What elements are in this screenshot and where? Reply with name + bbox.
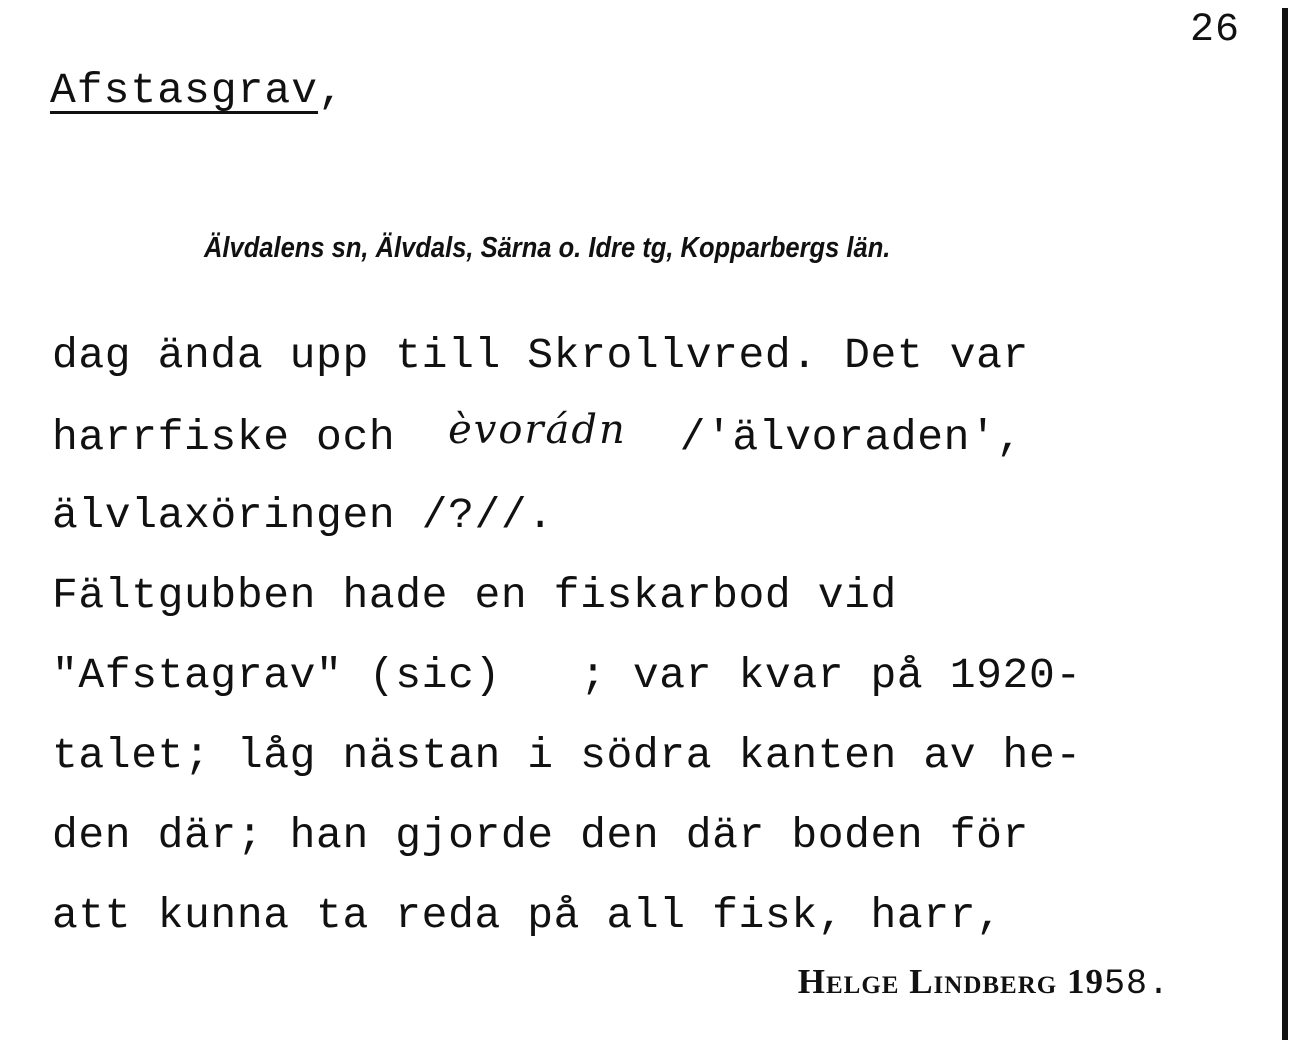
collector-signature xyxy=(798,962,1170,1004)
headword xyxy=(50,66,345,115)
signature-year-suffix: 58. xyxy=(1103,964,1170,1004)
body-text xyxy=(52,326,1272,966)
body-line-7 xyxy=(52,806,1272,886)
line-text: "Afstagrav" (sic) ; var kvar på 1920- xyxy=(52,651,1082,700)
body-line-1 xyxy=(52,326,1272,406)
headword-text: Afstasgrav xyxy=(50,66,319,115)
page-number: 26 xyxy=(1189,8,1240,53)
headword-punct: , xyxy=(318,66,345,115)
body-line-4 xyxy=(52,566,1272,646)
body-line-5 xyxy=(52,646,1272,726)
body-line-3 xyxy=(52,486,1272,566)
line-text: talet; låg nästan i södra kanten av he- xyxy=(52,731,1082,780)
location-line: Älvdalens sn, Älvdals, Särna o. Idre tg, Kopparbergs län. xyxy=(204,232,891,264)
body-line-8 xyxy=(52,886,1272,966)
signature-name: Helge Lindberg 19 xyxy=(797,962,1104,1001)
body-line-2 xyxy=(52,406,1272,486)
line-text: älvlaxöringen /?//. xyxy=(52,491,554,540)
line-text: att kunna ta reda på all fisk, harr, xyxy=(52,891,1003,940)
line-text: dag ända upp till Skrollvred. Det var xyxy=(52,331,1029,380)
line-text: harrfiske och xyxy=(52,413,449,462)
handwritten-dialect-word: èvorádn xyxy=(448,407,627,453)
line-text-gloss: /'älvoraden', xyxy=(626,413,1023,462)
line-text: Fältgubben hade en fiskarbod vid xyxy=(52,571,897,620)
line-text: den där; han gjorde den där boden för xyxy=(52,811,1029,860)
card-edge-line xyxy=(1282,8,1288,1040)
body-line-6 xyxy=(52,726,1272,806)
